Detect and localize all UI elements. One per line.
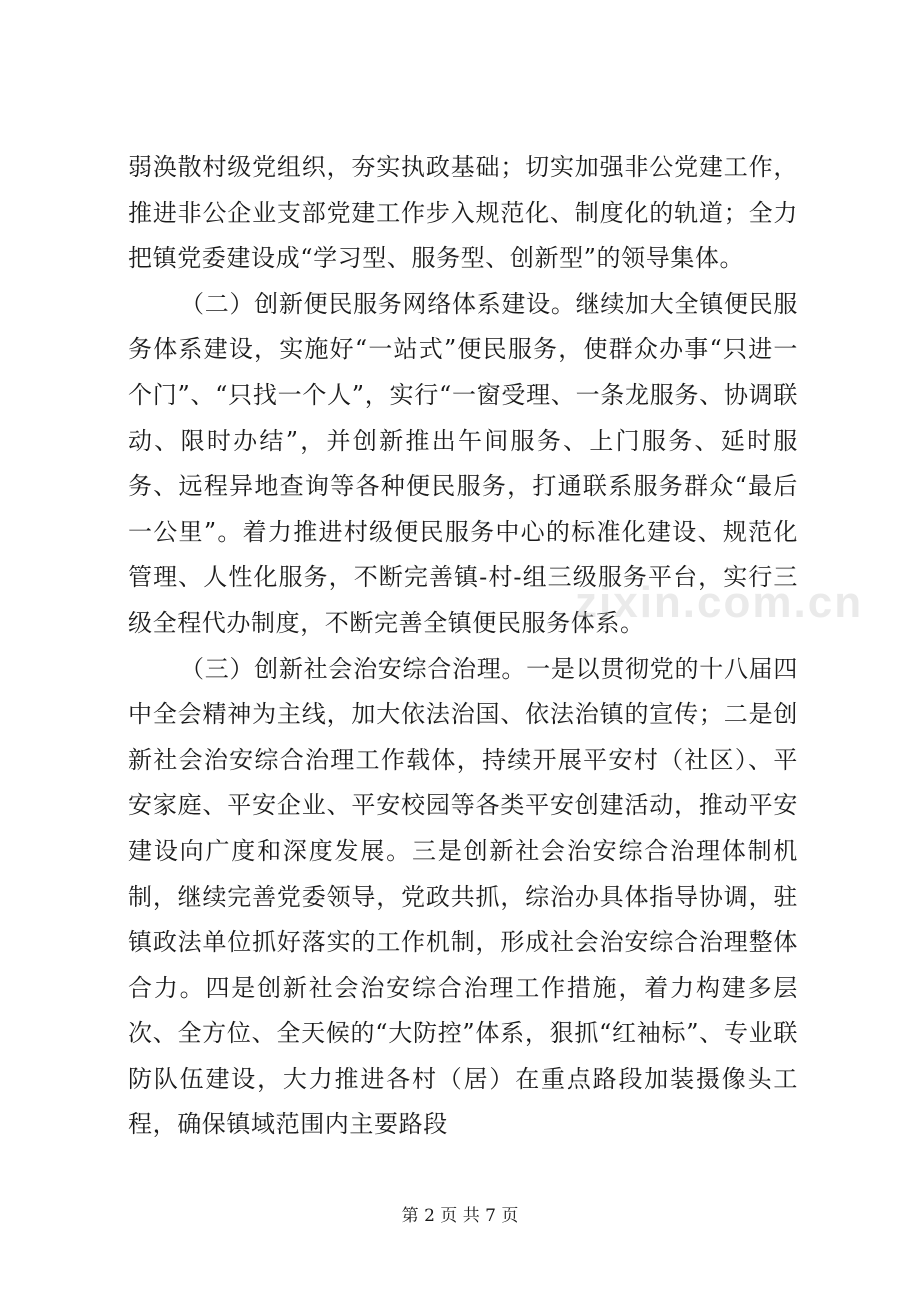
paragraph-1: 弱涣散村级党组织，夯实执政基础；切实加强非公党建工作，推进非公企业支部党建工作步入规范化、制度化的轨道；全力把镇党委建设成“学习型、服务型、创新型”的领导集体。 (128, 153, 798, 273)
paragraph-3: （三）创新社会治安综合治理。一是以贯彻党的十八届四中全会精神为主线，加大依法治国、依法治镇的宣传；二是创新社会治安综合治理工作载体，持续开展平安村（社区）、平安家庭、平安企业、平安校园等各类平安创建活动，推动平安建设向广度和深度发展。三是创新社会治安综合治理体制机制，继续完善党委领导，党政共抓，综治办具体指导协调，驻镇政法单位抓好落实的工作机制，形成社会治安综合治理整体合力。四是创新社会治安综合治理工作措施，着力构建多层次、全方位、全天候的“大防控”体系，狠抓“红袖标”、专业联防队伍建设，大力推进各村（居）在重点路段加装摄像头工程，确保镇域范围内主要路段 (128, 654, 798, 1139)
document-body (128, 145, 798, 1148)
page-footer: 第 2 页 共 7 页 (401, 1206, 519, 1226)
paragraph-2: （二）创新便民服务网络体系建设。继续加大全镇便民服务体系建设，实施好“一站式”便民服务，使群众办事“只进一个门”、“只找一个人”，实行“一窗受理、一条龙服务、协调联动、限时办结”，并创新推出午间服务、上门服务、延时服务、远程异地查询等各种便民服务，打通联系服务群众“最后一公里”。着力推进村级便民服务中心的标准化建设、规范化管理、人性化服务，不断完善镇-村-组三级服务平台，实行三级全程代办制度，不断完善全镇便民服务体系。 (128, 289, 798, 637)
watermark: zixin.com.cn (575, 578, 864, 627)
